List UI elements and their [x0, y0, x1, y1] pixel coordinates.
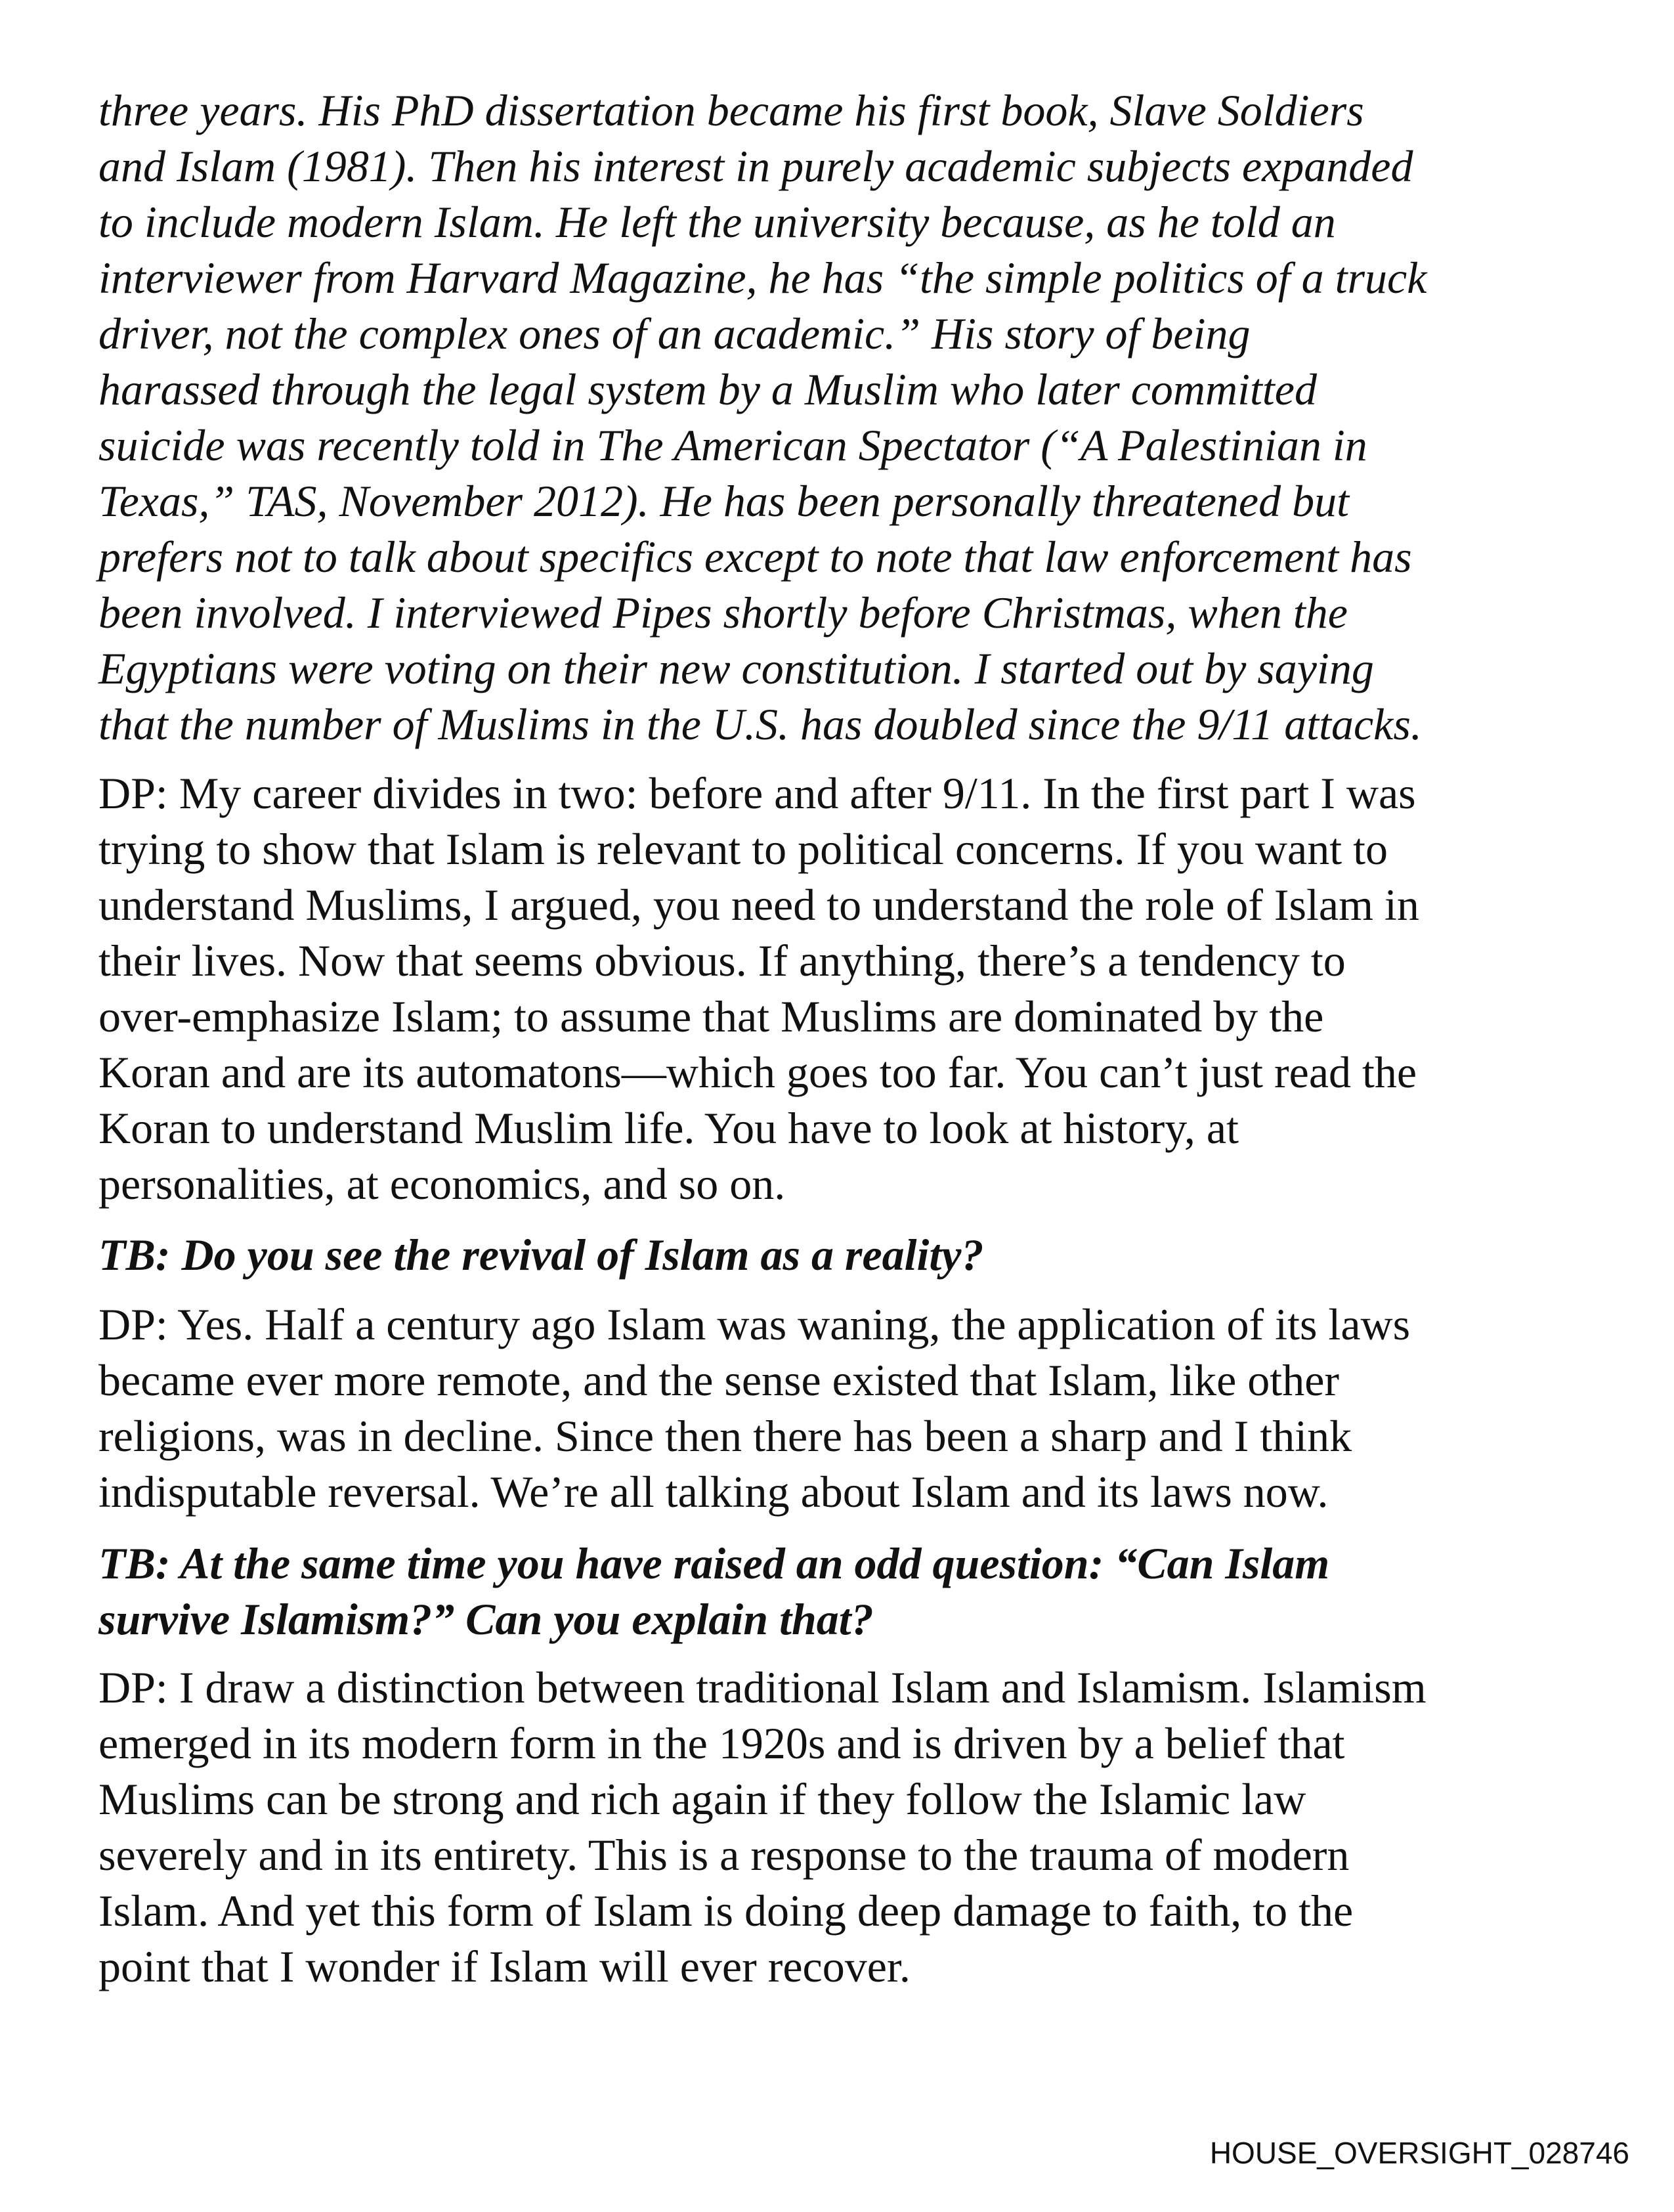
text-line: Egyptians were voting on their new constitution. I started out by saying	[98, 643, 1374, 693]
text-line: emerged in its modern form in the 1920s and is driven by a belief that	[98, 1718, 1345, 1768]
answer-paragraph-1	[98, 766, 1419, 1212]
text-line: over-emphasize Islam; to assume that Muslims are dominated by the	[98, 991, 1324, 1041]
answer-paragraph-3	[98, 1660, 1427, 1995]
intro-paragraph	[98, 83, 1427, 752]
text-line: TB: Do you see the revival of Islam as a reality?	[98, 1230, 984, 1280]
text-line: been involved. I interviewed Pipes shortly before Christmas, when the	[98, 588, 1348, 638]
text-line: TB: At the same time you have raised an odd question: “Can Islam	[98, 1538, 1330, 1588]
question-2	[98, 1536, 1329, 1647]
text-line: harassed through the legal system by a Muslim who later committed	[98, 364, 1317, 414]
text-line: DP: My career divides in two: before and after 9/11. In the first part I was	[98, 768, 1416, 818]
text-line: Koran and are its automatons—which goes too far. You can’t just read the	[98, 1047, 1417, 1097]
text-line: became ever more remote, and the sense existed that Islam, like other	[98, 1355, 1340, 1405]
text-line: survive Islamism?” Can you explain that?	[98, 1594, 874, 1644]
text-line: that the number of Muslims in the U.S. has doubled since the 9/11 attacks.	[98, 699, 1422, 749]
text-line: point that I wonder if Islam will ever recover.	[98, 1941, 911, 1991]
text-line: and Islam (1981). Then his interest in purely academic subjects expanded	[98, 141, 1413, 191]
text-line: personalities, at economics, and so on.	[98, 1159, 786, 1209]
text-line: suicide was recently told in The American Spectator (“A Palestinian in	[98, 420, 1367, 470]
text-line: interviewer from Harvard Magazine, he has “the simple politics of a truck	[98, 253, 1427, 303]
text-line: DP: I draw a distinction between traditional Islam and Islamism. Islamism	[98, 1662, 1427, 1712]
text-line: driver, not the complex ones of an academic.” His story of being	[98, 309, 1251, 358]
text-line: three years. His PhD dissertation became his first book, Slave Soldiers	[98, 85, 1364, 135]
text-line: Muslims can be strong and rich again if they follow the Islamic law	[98, 1774, 1306, 1824]
text-line: severely and in its entirety. This is a response to the trauma of modern	[98, 1830, 1350, 1880]
text-line: Texas,” TAS, November 2012). He has been personally threatened but	[98, 476, 1349, 526]
text-line: trying to show that Islam is relevant to political concerns. If you want to	[98, 824, 1388, 874]
answer-paragraph-2	[98, 1297, 1410, 1520]
text-line: DP: Yes. Half a century ago Islam was waning, the application of its laws	[98, 1299, 1411, 1349]
text-line: Koran to understand Muslim life. You have to look at history, at	[98, 1103, 1239, 1153]
text-line: understand Muslims, I argued, you need to understand the role of Islam in	[98, 880, 1419, 930]
bates-stamp: HOUSE_OVERSIGHT_028746	[1209, 2136, 1629, 2170]
text-line: prefers not to talk about specifics except to note that law enforcement has	[98, 532, 1412, 582]
text-line: religions, was in decline. Since then there has been a sharp and I think	[98, 1411, 1352, 1461]
text-line: to include modern Islam. He left the university because, as he told an	[98, 197, 1336, 247]
text-line: indisputable reversal. We’re all talking about Islam and its laws now.	[98, 1467, 1329, 1517]
question-1	[98, 1227, 983, 1283]
text-line: Islam. And yet this form of Islam is doing deep damage to faith, to the	[98, 1886, 1354, 1936]
text-line: their lives. Now that seems obvious. If anything, there’s a tendency to	[98, 936, 1346, 986]
